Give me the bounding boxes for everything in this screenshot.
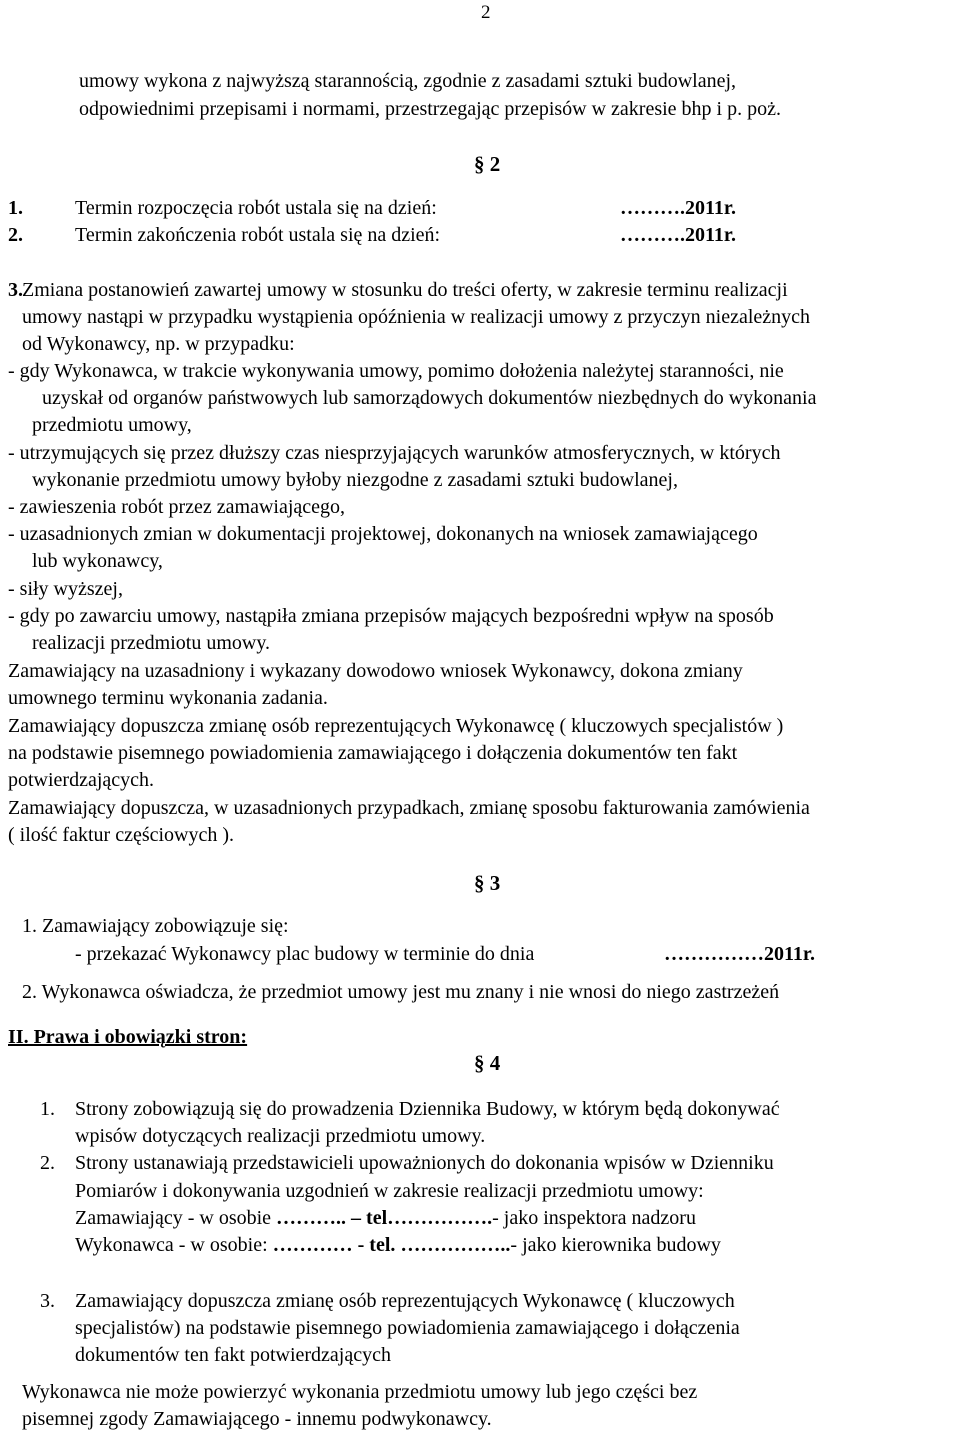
s4-representative-client (75, 1205, 696, 1232)
closing-line-2: pisemnej zgody Zamawiającego - innemu podwykonawcy. (22, 1408, 492, 1430)
s2-paragraph-line-7: ( ilość faktur częściowych ). (8, 824, 235, 846)
section-2-heading: § 2 (474, 152, 501, 176)
s4-item2-line-1: Strony ustanawiają przedstawicieli upoważnionych do dokonania wpisów w Dzienniku (75, 1152, 774, 1174)
s2-bullet-line-4: - utrzymujących się przez dłuższy czas niesprzyjających warunków atmosferycznych, w których (8, 442, 781, 464)
s3-item1: 1. Zamawiający zobowiązuje się: (22, 915, 289, 937)
s2-item1-text: Termin rozpoczęcia robót ustala się na dzień: (75, 197, 437, 219)
s2-item3-number: 3. (8, 279, 23, 301)
section-4-heading: § 4 (474, 1051, 501, 1075)
s2-item3-line-1: Zmiana postanowień zawartej umowy w stosunku do treści oferty, w zakresie terminu realizacji (22, 279, 788, 301)
s2-bullet-line-10: - gdy po zawarciu umowy, nastąpiła zmiana przepisów mających bezpośredni wpływ na sposób (8, 605, 774, 627)
s4-rep2-role: - jako kierownika budowy (510, 1234, 721, 1256)
s2-bullet-line-6: - zawieszenia robót przez zamawiającego, (8, 496, 346, 518)
intro-line-2: odpowiednimi przepisami i normami, przestrzegając przepisów w zakresie bhp i p. poż. (79, 98, 781, 120)
s2-item2-date: ……….2011r. (620, 224, 736, 246)
page-number: 2 (481, 2, 491, 23)
s4-item3-line-3: dokumentów ten fakt potwierdzających (75, 1344, 391, 1366)
closing-line-1: Wykonawca nie może powierzyć wykonania przedmiotu umowy lub jego części bez (22, 1381, 698, 1403)
s4-item1-number: 1. (40, 1098, 55, 1120)
s2-bullet-line-8: lub wykonawcy, (32, 550, 163, 572)
s2-bullet-line-2: uzyskał od organów państwowych lub samorządowych dokumentów niezbędnych do wykonania (42, 387, 817, 409)
s2-bullet-line-7: - uzasadnionych zmian w dokumentacji projektowej, dokonanych na wniosek zamawiającego (8, 523, 758, 545)
s4-representative-contractor (75, 1232, 721, 1259)
s2-bullet-line-9: - siły wyższej, (8, 578, 123, 600)
s4-rep2-blank: ………… - tel. …………….. (272, 1234, 511, 1256)
s2-paragraph-line-3: Zamawiający dopuszcza zmianę osób reprezentujących Wykonawcę ( kluczowych specjalistów ) (8, 715, 784, 737)
s4-rep1-role: - jako inspektora nadzoru (492, 1207, 696, 1229)
s2-item2-number: 2. (8, 224, 23, 246)
part-2-heading: II. Prawa i obowiązki stron: (8, 1026, 248, 1048)
s3-item1-date: ……………2011r. (664, 943, 815, 965)
s2-item3-line-2: umowy nastąpi w przypadku wystąpienia opóźnienia w realizacji umowy z przyczyn niezależnych (22, 306, 811, 328)
s4-rep2-label: Wykonawca - w osobie: (75, 1234, 273, 1256)
s4-item1-line-2: wpisów dotyczących realizacji przedmiotu umowy. (75, 1125, 486, 1147)
s2-paragraph-line-2: umownego terminu wykonania zadania. (8, 687, 328, 709)
section-3-heading: § 3 (474, 871, 501, 895)
s2-bullet-line-11: realizacji przedmiotu umowy. (32, 632, 271, 654)
s2-paragraph-line-1: Zamawiający na uzasadniony i wykazany dowodowo wniosek Wykonawcy, dokona zmiany (8, 660, 743, 682)
s4-item2-number: 2. (40, 1152, 55, 1174)
s2-bullet-line-5: wykonanie przedmiotu umowy byłoby niezgodne z zasadami sztuki budowlanej, (32, 469, 678, 491)
s2-item2-text: Termin zakończenia robót ustala się na dzień: (75, 224, 441, 246)
s2-paragraph-line-4: na podstawie pisemnego powiadomienia zamawiającego i dołączenia dokumentów ten fakt (8, 742, 738, 764)
s4-item3-line-2: specjalistów) na podstawie pisemnego powiadomienia zamawiającego i dołączenia (75, 1317, 740, 1339)
s4-item3-line-1: Zamawiający dopuszcza zmianę osób reprezentujących Wykonawcę ( kluczowych (75, 1290, 735, 1312)
s3-item1-sub: - przekazać Wykonawcy plac budowy w terminie do dnia (75, 943, 535, 965)
s4-rep1-blank: ……….. – tel……………. (276, 1207, 493, 1229)
s2-bullet-line-3: przedmiotu umowy, (32, 414, 192, 436)
s4-item2-line-2: Pomiarów i dokonywania uzgodnień w zakresie realizacji przedmiotu umowy: (75, 1180, 704, 1202)
s2-bullet-line-1: - gdy Wykonawca, w trakcie wykonywania umowy, pomimo dołożenia należytej staranności, nie (8, 360, 784, 382)
s2-item1-number: 1. (8, 197, 23, 219)
s4-item1-line-1: Strony zobowiązują się do prowadzenia Dziennika Budowy, w którym będą dokonywać (75, 1098, 780, 1120)
s2-item1-date: ……….2011r. (620, 197, 736, 219)
intro-line-1: umowy wykona z najwyższą starannością, zgodnie z zasadami sztuki budowlanej, (79, 70, 737, 92)
s3-item2: 2. Wykonawca oświadcza, że przedmiot umowy jest mu znany i nie wnosi do niego zastrzeżeń (22, 981, 780, 1003)
s2-item3-line-3: od Wykonawcy, np. w przypadku: (22, 333, 295, 355)
s2-paragraph-line-6: Zamawiający dopuszcza, w uzasadnionych przypadkach, zmianę sposobu fakturowania zamówienia (8, 797, 810, 819)
s4-rep1-label: Zamawiający - w osobie (75, 1207, 277, 1229)
s2-paragraph-line-5: potwierdzających. (8, 769, 155, 791)
s4-item3-number: 3. (40, 1290, 55, 1312)
